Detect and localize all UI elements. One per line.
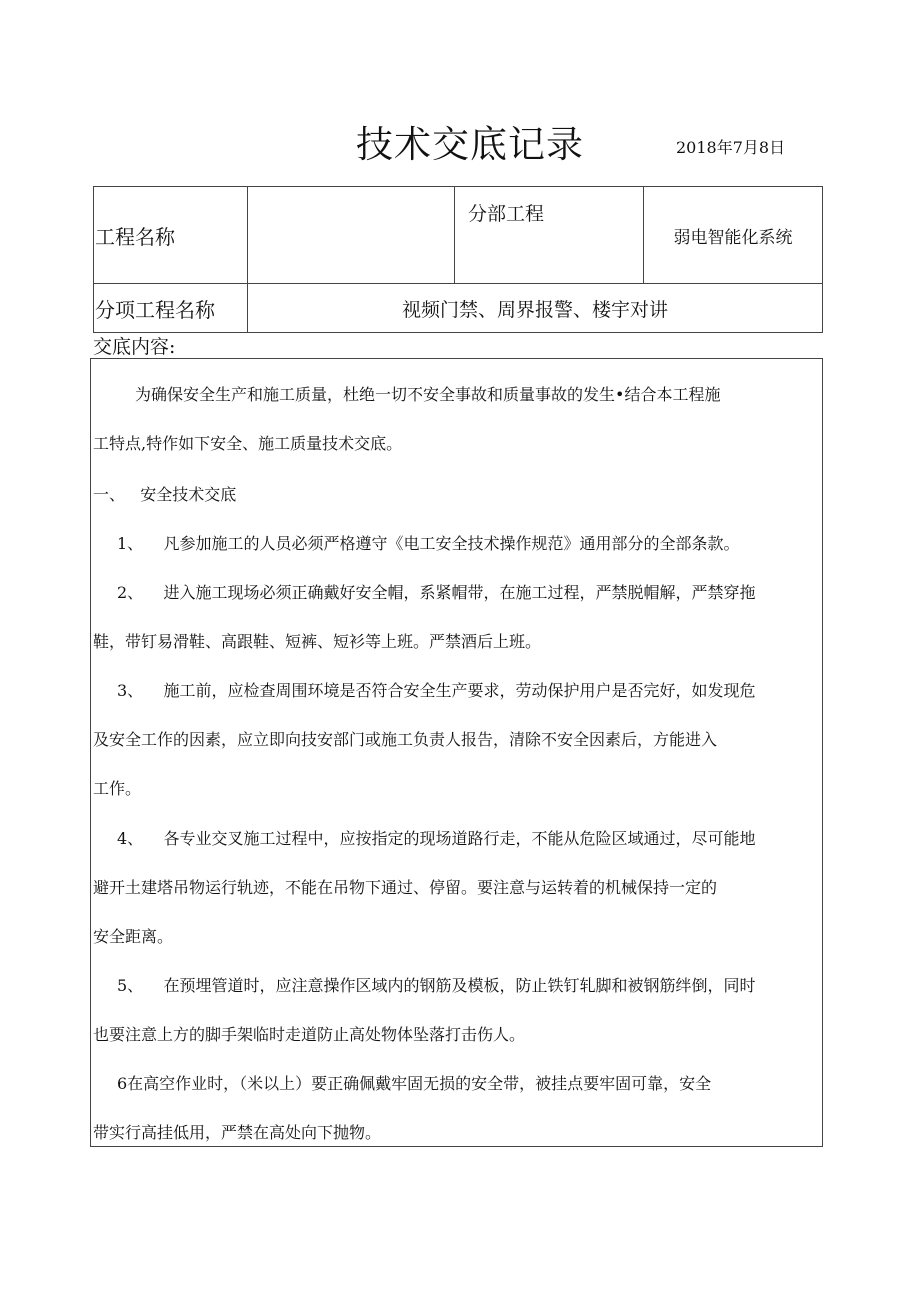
content-line: 带实行高挂低用，严禁在高处向下抛物。 bbox=[93, 1123, 382, 1142]
content-line: 鞋，带钉易滑鞋、高跟鞋、短裤、短衫等上班。严禁酒后上班。 bbox=[93, 632, 542, 651]
section-heading: 一、 安全技术交底 bbox=[93, 485, 237, 504]
table-row bbox=[94, 187, 823, 284]
content-line: 1、 凡参加施工的人员必须严格遵守《电工安全技术操作规范》通用部分的全部条款。 bbox=[117, 534, 740, 553]
item-project-label: 分项工程名称 bbox=[94, 284, 248, 333]
document-date: 2018年7月8日 bbox=[676, 138, 786, 157]
content-line: 避开土建塔吊物运行轨迹，不能在吊物下通过、停留。要注意与运转着的机械保持一定的 bbox=[93, 878, 718, 897]
item-project-value: 视频门禁、周界报警、楼宇对讲 bbox=[248, 284, 823, 333]
content-line: 为确保安全生产和施工质量，杜绝一切不安全事故和质量事故的发生•结合本工程施 bbox=[135, 385, 721, 404]
content-label: 交底内容: bbox=[93, 336, 176, 358]
content-line: 6在高空作业时，（米以上）要正确佩戴牢固无损的安全带，被挂点要牢固可靠，安全 bbox=[117, 1074, 712, 1093]
sub-project-value: 弱电智能化系统 bbox=[644, 187, 823, 284]
content-line: 也要注意上方的脚手架临时走道防止高处物体坠落打击伤人。 bbox=[93, 1025, 526, 1044]
content-line: 工特点,特作如下安全、施工质量技术交底。 bbox=[93, 434, 403, 453]
project-info-table bbox=[93, 186, 823, 333]
content-line: 2、 进入施工现场必须正确戴好安全帽，系紧帽带，在施工过程，严禁脱帽解，严禁穿拖 bbox=[117, 583, 756, 602]
content-line: 安全距离。 bbox=[93, 927, 174, 946]
project-name-label: 工程名称 bbox=[94, 187, 248, 284]
content-line: 4、 各专业交叉施工过程中，应按指定的现场道路行走，不能从危险区域通过，尽可能地 bbox=[117, 829, 756, 848]
project-name-value bbox=[248, 187, 455, 284]
content-line: 工作。 bbox=[93, 779, 142, 798]
content-line: 3、 施工前，应检查周围环境是否符合安全生产要求，劳动保护用户是否完好，如发现危 bbox=[117, 681, 756, 700]
content-line: 及安全工作的因素，应立即向技安部门或施工负责人报告，清除不安全因素后，方能进入 bbox=[93, 730, 718, 749]
sub-project-label: 分部工程 bbox=[455, 187, 644, 284]
table-row bbox=[94, 284, 823, 333]
document-title: 技术交底记录 bbox=[356, 123, 584, 166]
content-line: 5、 在预埋管道时，应注意操作区域内的钢筋及模板，防止铁钉轧脚和被钢筋绊倒，同时 bbox=[117, 976, 756, 995]
